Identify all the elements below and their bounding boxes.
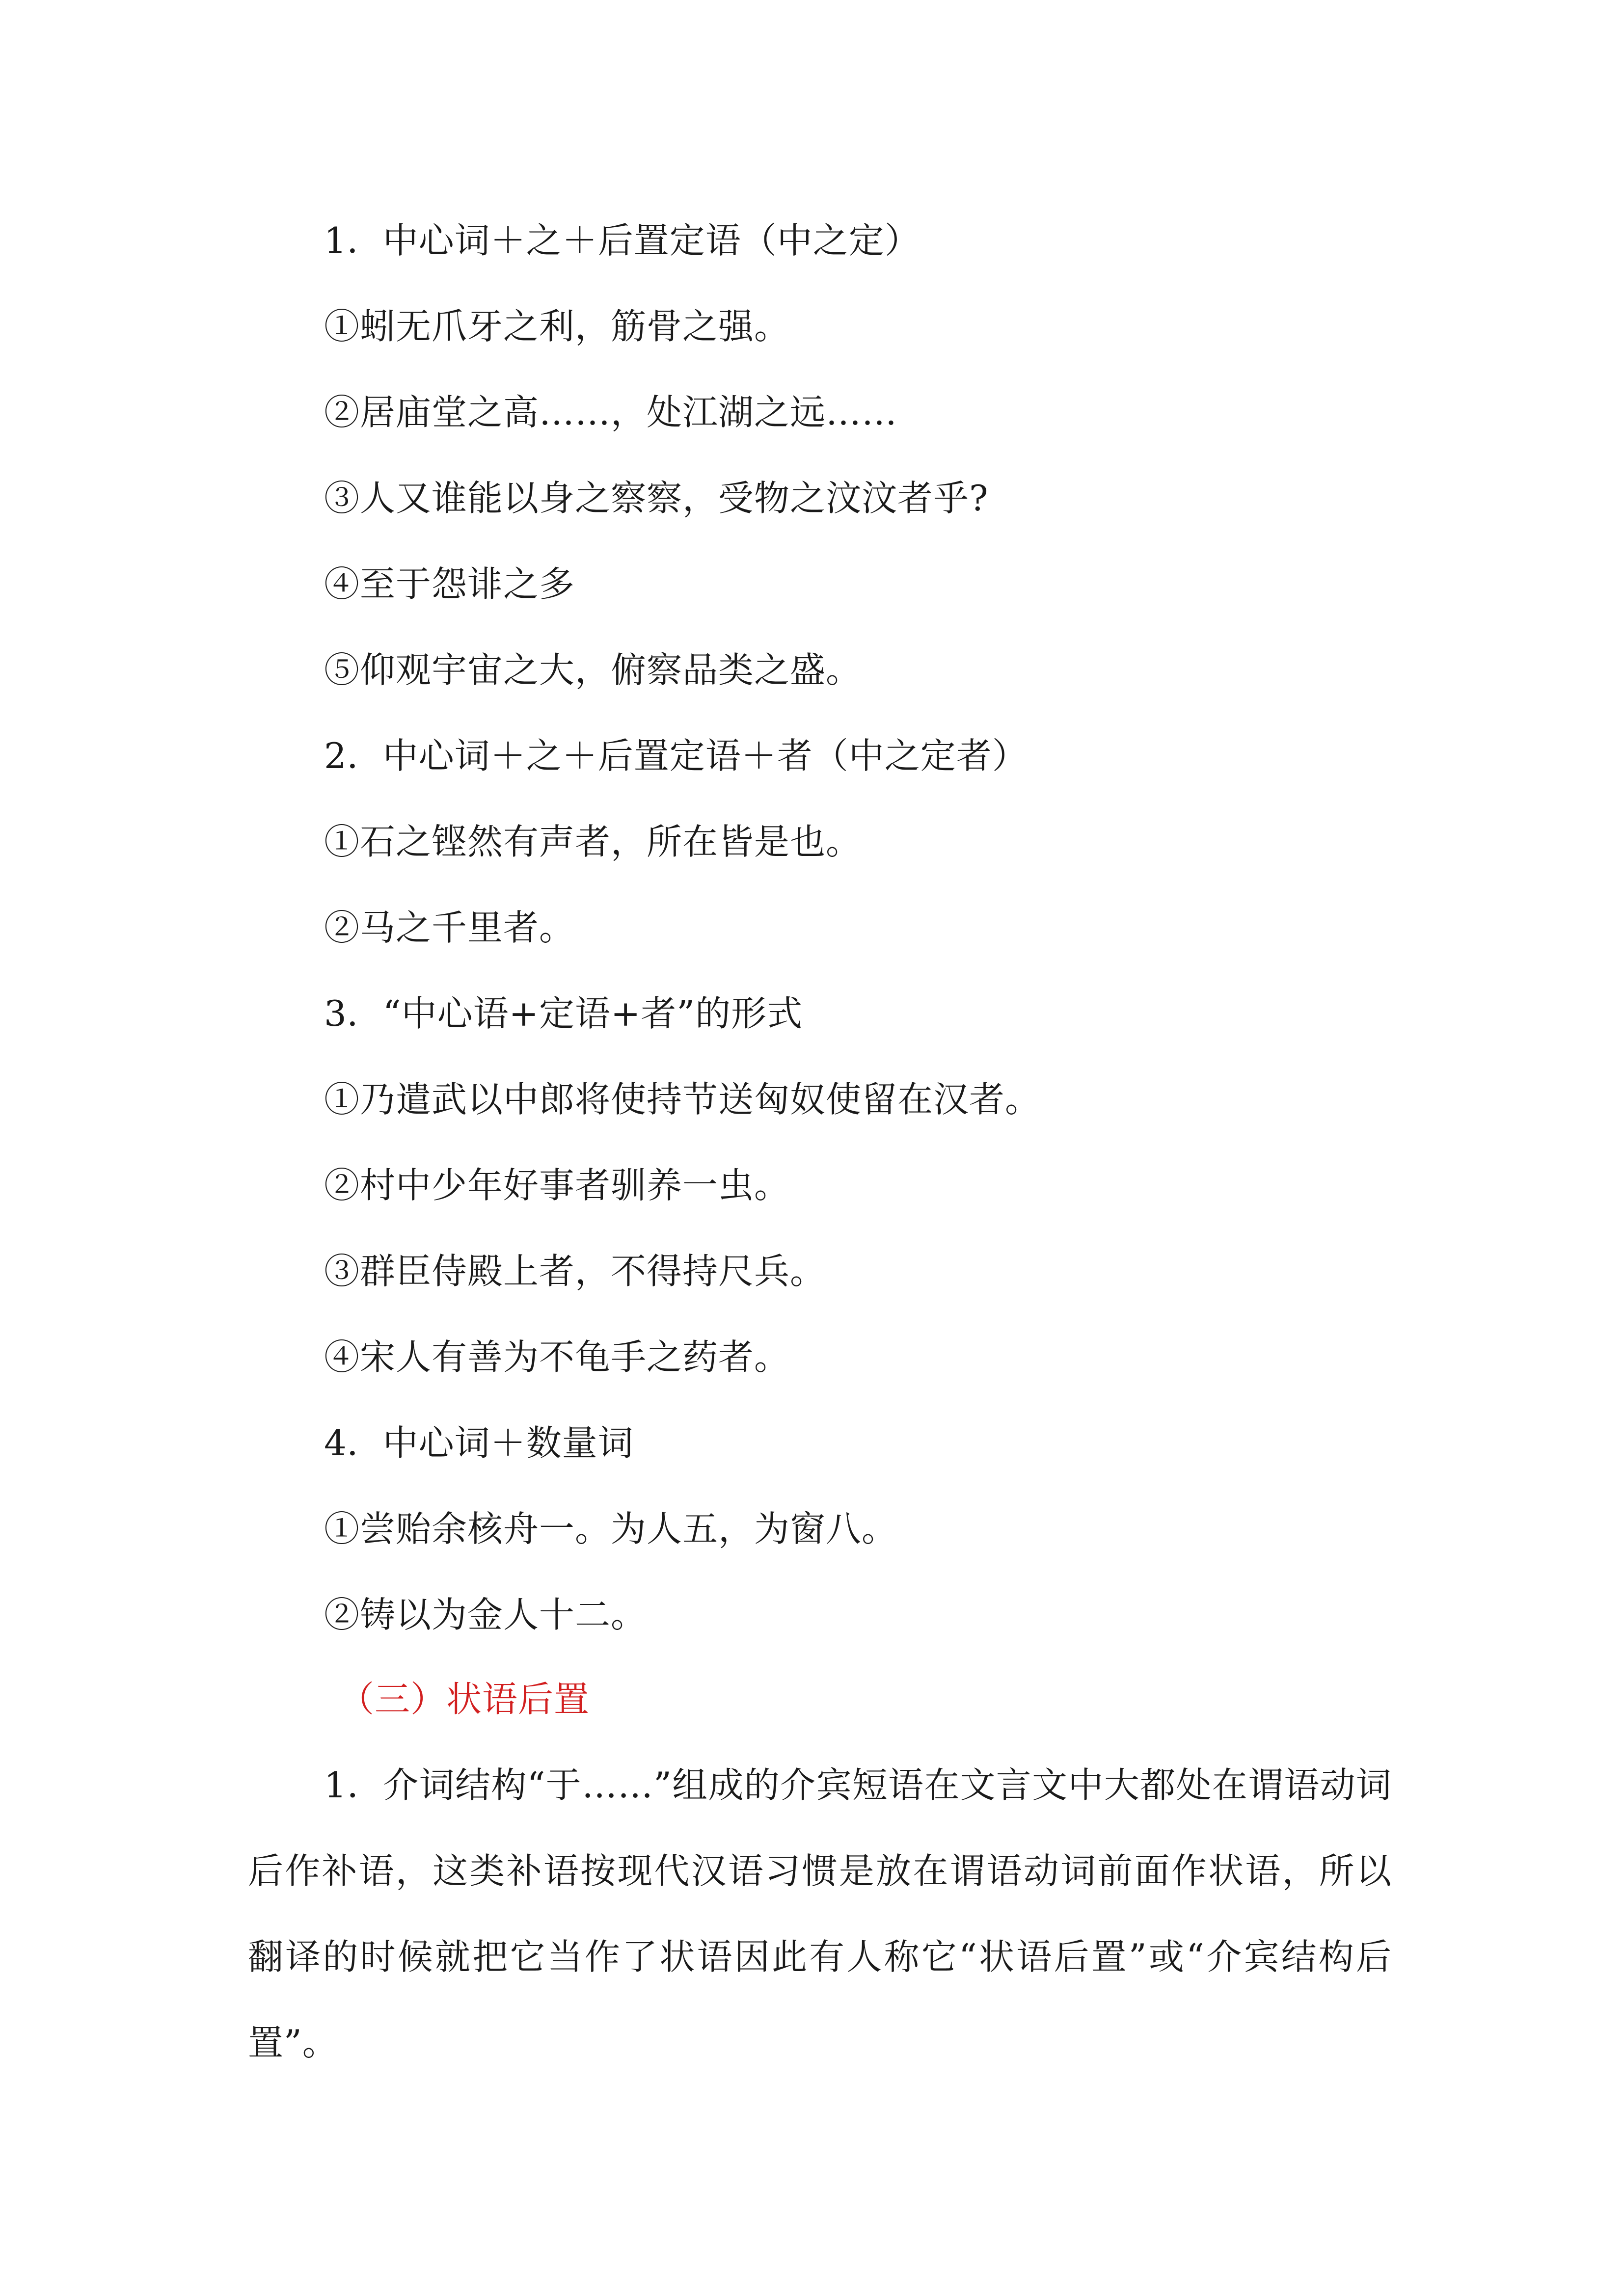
section-title-1: 1．中心词＋之＋后置定语（中之定）: [324, 220, 920, 261]
example-line: ①尝贻余核舟一。为人五，为窗八。: [324, 1508, 898, 1549]
example-line: ②马之千里者。: [324, 907, 575, 948]
section-title-3: 3．“中心语+定语+者”的形式: [324, 993, 803, 1034]
example-line: ④至于怨诽之多: [324, 563, 575, 605]
section-heading-adverbial-postposition: （三）状语后置: [339, 1679, 590, 1720]
example-line: ③人又谁能以身之察察，受物之汶汶者乎?: [324, 478, 989, 519]
example-line: ①石之铿然有声者，所在皆是也。: [324, 821, 862, 862]
example-line: ④宋人有善为不龟手之药者。: [324, 1336, 790, 1378]
example-line: ①蚓无爪牙之利，筋骨之强。: [324, 306, 790, 347]
example-line: ⑤仰观宇宙之大，俯察品类之盛。: [324, 649, 862, 691]
section-title-4: 4．中心词＋数量词: [324, 1422, 634, 1464]
section-title-2: 2．中心词＋之＋后置定语＋者（中之定者）: [324, 735, 1028, 776]
example-line: ②村中少年好事者驯养一虫。: [324, 1165, 790, 1206]
example-line: ①乃遣武以中郎将使持节送匈奴使留在汉者。: [324, 1079, 1041, 1120]
example-line: ③群臣侍殿上者，不得持尺兵。: [324, 1251, 826, 1292]
example-line: ②铸以为金人十二。: [324, 1594, 647, 1635]
example-line: ②居庙堂之高……，处江湖之远……: [324, 392, 898, 433]
body-paragraph: 1．介词结构“于……”组成的介宾短语在文言文中大都处在谓语动词后作补语，这类补语按现代汉语习惯是放在谓语动词前面作状语，所以翻译的时候就把它当作了状语因此有人称它“状语后置”或“介宾结构后置”。: [248, 1764, 1392, 2063]
